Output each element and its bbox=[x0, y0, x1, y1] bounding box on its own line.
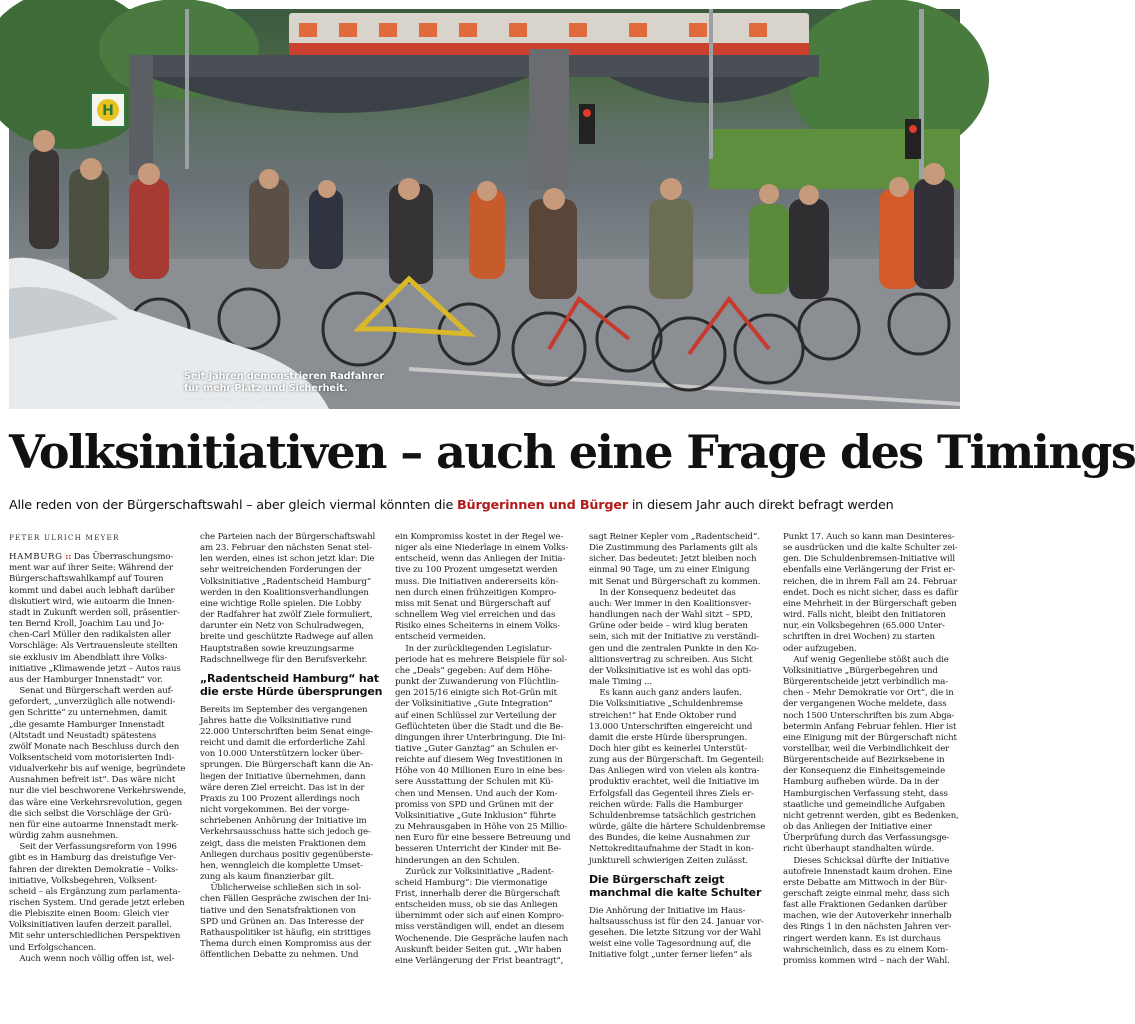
headline: Volksinitiativen – auch eine Frage des Timings bbox=[9, 425, 1135, 479]
column-5-paragraph-3: Dieses Schicksal dürfte der Initiative autofreie Innenstadt kaum drohen. Eine erste Debatte am Mittwoch in der Bür- gerschaft zeigte einmal mehr, dass sich fast alle Fraktionen Gedanken darüber machen, wie der Autoverkehr innerhalb des Rings 1 in den nächsten Jahren ver- ringert werden kann. Es ist durchaus wahrscheinlich, dass es zu einem Kom- promiss kommen wird – nach der Wahl. bbox=[783, 855, 953, 966]
bus-stop-sign-label: H bbox=[102, 103, 114, 119]
photo-caption-line-1: Seit Jahren demonstrieren Radfahrer bbox=[184, 371, 385, 382]
column-4-paragraph-4: Die Anhörung der Initiative im Haus- haltsausschuss ist für den 24. Januar vor- gesehen. Die letzte Sitzung vor der Wahl weist eine volle Tagesordnung auf, die Initiative folgt „unter ferner liefen“ als bbox=[589, 905, 764, 961]
dateline-dots: :: bbox=[65, 552, 72, 563]
column-2-paragraph-1: che Parteien nach der Bürgerschaftswahl am 23. Februar den nächsten Senat stel- len werden, eines ist schon jetzt klar: Die sehr weitreichenden Forderungen der Volksinitiative „Radentscheid Hamburg“ werden in den Koalitionsverhandlungen eine wichtige Rolle spielen. Die Lobby der Radfahrer hat zwölf Ziele formuliert, darunter ein Netz von Schulradwegen, breite und geschützte Radwege auf allen Hauptstraßen sowie kreuzungsarme Radschnellwege für den Berufsverkehr. bbox=[200, 532, 376, 665]
subheadline bbox=[9, 498, 960, 514]
column-4-paragraph-3: Es kann auch ganz anders laufen. Die Volksinitiative „Schuldenbremse streichen!“ hat Ende Oktober rund 13.000 Unterschriften eingereicht und damit die erste Hürde übersprungen. Doch hier gibt es keinerlei Unterstüt- zung aus der Bürgerschaft. Im Gegenteil: Das Anliegen wird von vielen als kontra- produktiv erachtet, weil die Initiative im Erfolgsfall das Gegenteil ihres Ziels er- reichen würde: Falls die Hamburger Schuldenbremse tatsächlich gestrichen würde, gälte die härtere Schuldenbremse des Bundes, die keine Ausnahmen zur Nettokreditaufnahme der Stadt in kon- junkturell schwierigen Zeiten zulässt. bbox=[589, 688, 766, 866]
article-column-2 bbox=[200, 532, 383, 1016]
column-3-paragraph-2: In der zurückliegenden Legislatur- periode hat es mehrere Beispiele für sol- che „Deals“ gegeben: Auf dem Höhe- punkt der Zuwanderung von Flüchtlin- gen 2015/16 einigte sich Rot-Grün mit der Volksinitiative „Gute Integration“ auf einen Schlüssel zur Verteilung der Geflüchteten über die Stadt und die Be- dingungen ihrer Unterbringung. Die Ini- tiative „Guter Ganztag“ an Schulen er- reichte auf diesem Weg Investitionen in Höhe von 40 Millionen Euro in eine bes- sere Ausstattung der Schulen mit Kü- chen und Mensen. Und auch der Kom- promiss von SPD und Grünen mit der Volksinitiative „Gute Inklusion“ führte zu Mehrausgaben in Höhe von 25 Millio- nen Euro für eine bessere Betreuung und besseren Unterricht der Kinder mit Be- hinderungen an den Schulen. bbox=[395, 643, 571, 866]
article-column-4 bbox=[589, 532, 767, 1016]
dateline: HAMBURG bbox=[9, 552, 63, 563]
photo-illustration bbox=[9, 9, 960, 409]
column-1-paragraph-4: Auch wenn noch völlig offen ist, wel- bbox=[9, 953, 175, 964]
photo-caption-line-2: für mehr Platz und Sicherheit. bbox=[184, 383, 348, 394]
column-2-paragraph-2: Bereits im September des vergangenen Jahres hatte die Volksinitiative rund 22.000 Unterschriften beim Senat einge- reicht und damit die erforderliche Zahl von 10.000 Unterstützern locker über- sprungen. Die Bürgerschaft kann die An- liegen der Initiative übernehmen, dann wäre deren Ziel erreicht. Das ist in der Praxis zu 100 Prozent allerdings noch nicht vorgekommen. Bei der vorge- schriebenen Anhörung der Initiative im Verkehrsausschuss hatte sich jedoch ge- zeigt, dass die meisten Fraktionen dem Anliegen durchaus positiv gegenüberste- hen, wenngleich die komplette Umset- zung als kaum finanzierbar gilt. bbox=[200, 704, 374, 883]
subheadline-highlight: Bürgerinnen und Bürger bbox=[457, 498, 628, 513]
subheading-radentscheid: „Radentscheid Hamburg“ hat die erste Hürde übersprungen bbox=[200, 671, 383, 699]
column-1-paragraph-3: Seit der Verfassungsreform von 1996 gibt es in Hamburg das dreistufige Ver- fahren der direkten Demokratie – Volks- initiative, Volksbegehren, Volksent- scheid – als Ergänzung zum parlamenta- rischen System. Und gerade jetzt erleben die Plebiszite einen Boom: Gleich vier Volksinitiativen laufen derzeit parallel. Mit sehr unterschiedlichen Perspektiven und Erfolgschancen. bbox=[9, 842, 185, 953]
column-5-paragraph-1: Punkt 17. Auch so kann man Desinteres- se ausdrücken und die kalte Schulter zei- gen. Die Schuldenbremsen-Initiative will ebenfalls eine Verlängerung der Frist er- reichen, die in ihrem Fall am 24. Februar endet. Doch es nicht sicher, dass es dafür eine Mehrheit in der Bürgerschaft geben wird. Falls nicht, bleibt den Initiatoren nur, ein Volksbegehren (65.000 Unter- schriften in drei Wochen) zu starten oder aufzugeben. bbox=[783, 532, 959, 654]
column-1-paragraph-1 bbox=[9, 552, 187, 686]
subheadline-text-after: in diesem Jahr auch direkt befragt werden bbox=[627, 498, 894, 513]
article-column-3 bbox=[395, 532, 573, 1016]
column-1-paragraph-1-text: Das Überraschungsmo- ment war auf ihrer Seite: Während der Bürgerschaftswahlkampf auf Touren kommt und dabei auch lebhaft darüber diskutiert wird, wie autoarm die Innen- stadt in Zukunft werden soll, präsentier- ten Bernd Kroll, Joachim Lau und Jo- chen-Carl Müller den radikalsten aller Vorschläge: Als Vertrauensleute stellten sie exklusiv im Abendblatt ihre Volks- initiative „Klimawende jetzt – Autos raus aus der Hamburger Innenstadt“ vor. bbox=[9, 552, 181, 685]
photo-credit: FOTO: PICTURE ALLIANCE/ DPA bbox=[184, 397, 295, 405]
byline: PETER ULRICH MEYER bbox=[9, 533, 120, 542]
column-5-paragraph-2: Auf wenig Gegenliebe stößt auch die Volksinitiative „Bürgerbegehren und Bürgerentscheide jetzt verbindlich ma- chen – Mehr Demokratie vor Ort“, die in der vergangenen Woche meldete, dass noch 1500 Unterschriften bis zum Abga- betermin Anfang Februar fehlen. Hier ist eine Einigung mit der Bürgerschaft nicht vorstellbar, weil die Verbindlichkeit der Bürgerentscheide auf Bezirksebene in der Konsequenz die Einheitsgemeinde Hamburg aufheben würde. Da in der Hamburgischen Verfassung steht, dass staatliche und gemeindliche Aufgaben nicht getrennt werden, gibt es Bedenken, ob das Anliegen der Initiative einer Überprüfung durch das Verfassungsge- richt überhaupt standhalten würde. bbox=[783, 654, 959, 855]
column-4-paragraph-2: In der Konsequenz bedeutet das auch: Wer immer in den Koalitionsver- handlungen nach der Wahl sitzt – SPD, Grüne oder beide – wird klug beraten sein, sich mit der Initiative zu verständi- gen und die zentralen Punkte in den Ko- alitionsvertrag zu schreiben. Aus Sicht der Volksinitiative ist es wohl das opti- male Timing ... bbox=[589, 587, 759, 688]
column-4-paragraph-1: sagt Reiner Kepler vom „Radentscheid“. Die Zustimmung des Parlaments gilt als sicher. Das bedeutet: Jetzt bleiben noch einmal 90 Tage, um zu einer Einigung mit Senat und Bürgerschaft zu kommen. bbox=[589, 532, 761, 587]
column-1-paragraph-2: Senat und Bürgerschaft werden auf- gefordert, „unverzüglich alle notwendi- gen Schritte“ zu unternehmen, damit „die gesamte Hamburger Innenstadt (Altstadt und Neustadt) spätestens zwölf Monate nach Beschluss durch den Volksentscheid vom motorisierten Indi- vidualverkehr bis auf wenige, begründete Ausnahmen befreit ist“. Das wäre nicht nur die viel beschworene Verkehrswende, das wäre eine Verkehrsrevolution, gegen die sich selbst die Vorschläge der Grü- nen für eine autoarme Innenstadt merk- würdig zahm ausnehmen. bbox=[9, 686, 186, 842]
photo-caption bbox=[184, 371, 384, 395]
column-3-paragraph-3: Zurück zur Volksinitiative „Radent- scheid Hamburg“: Die viermonatige Frist, innerhalb derer die Bürgerschaft entscheiden muss, ob sie das Anliegen übernimmt oder sich auf einen Kompro- miss verständigen will, endet an diesem Wochenende. Die Gespräche laufen nach Auskunft beider Seiten gut. „Wir haben eine Verlängerung der Frist beantragt“, bbox=[395, 866, 569, 966]
article-photo bbox=[9, 9, 960, 409]
column-3-paragraph-1: ein Kompromiss kostet in der Regel we- niger als eine Niederlage in einem Volks- entscheid, wenn das Anliegen der Initia- tive zu 100 Prozent umgesetzt werden muss. Die Initiativen andererseits kön- nen durch einen frühzeitigen Kompro- miss mit Senat und Bürgerschaft auf schnellem Weg viel erreichen und das Risiko eines Scheiterns in einem Volks- entscheid vermeiden. bbox=[395, 532, 569, 643]
subheading-kalte-schulter: Die Bürgerschaft zeigt manchmal die kalte Schulter bbox=[589, 872, 762, 900]
article-column-1 bbox=[9, 532, 187, 1016]
subheadline-text-before: Alle reden von der Bürgerschaftswahl – aber gleich viermal könnten die bbox=[9, 498, 457, 513]
article-column-5 bbox=[783, 532, 961, 1016]
column-2-paragraph-3: Üblicherweise schließen sich in sol- chen Fällen Gespräche zwischen der Ini- tiative und den Senatsfraktionen von SPD und Grünen an. Das Interesse der Rathauspolitiker ist häufig, ein strittiges Thema durch einen Kompromiss aus der öffentlichen Debatte zu nehmen. Und bbox=[200, 883, 372, 961]
